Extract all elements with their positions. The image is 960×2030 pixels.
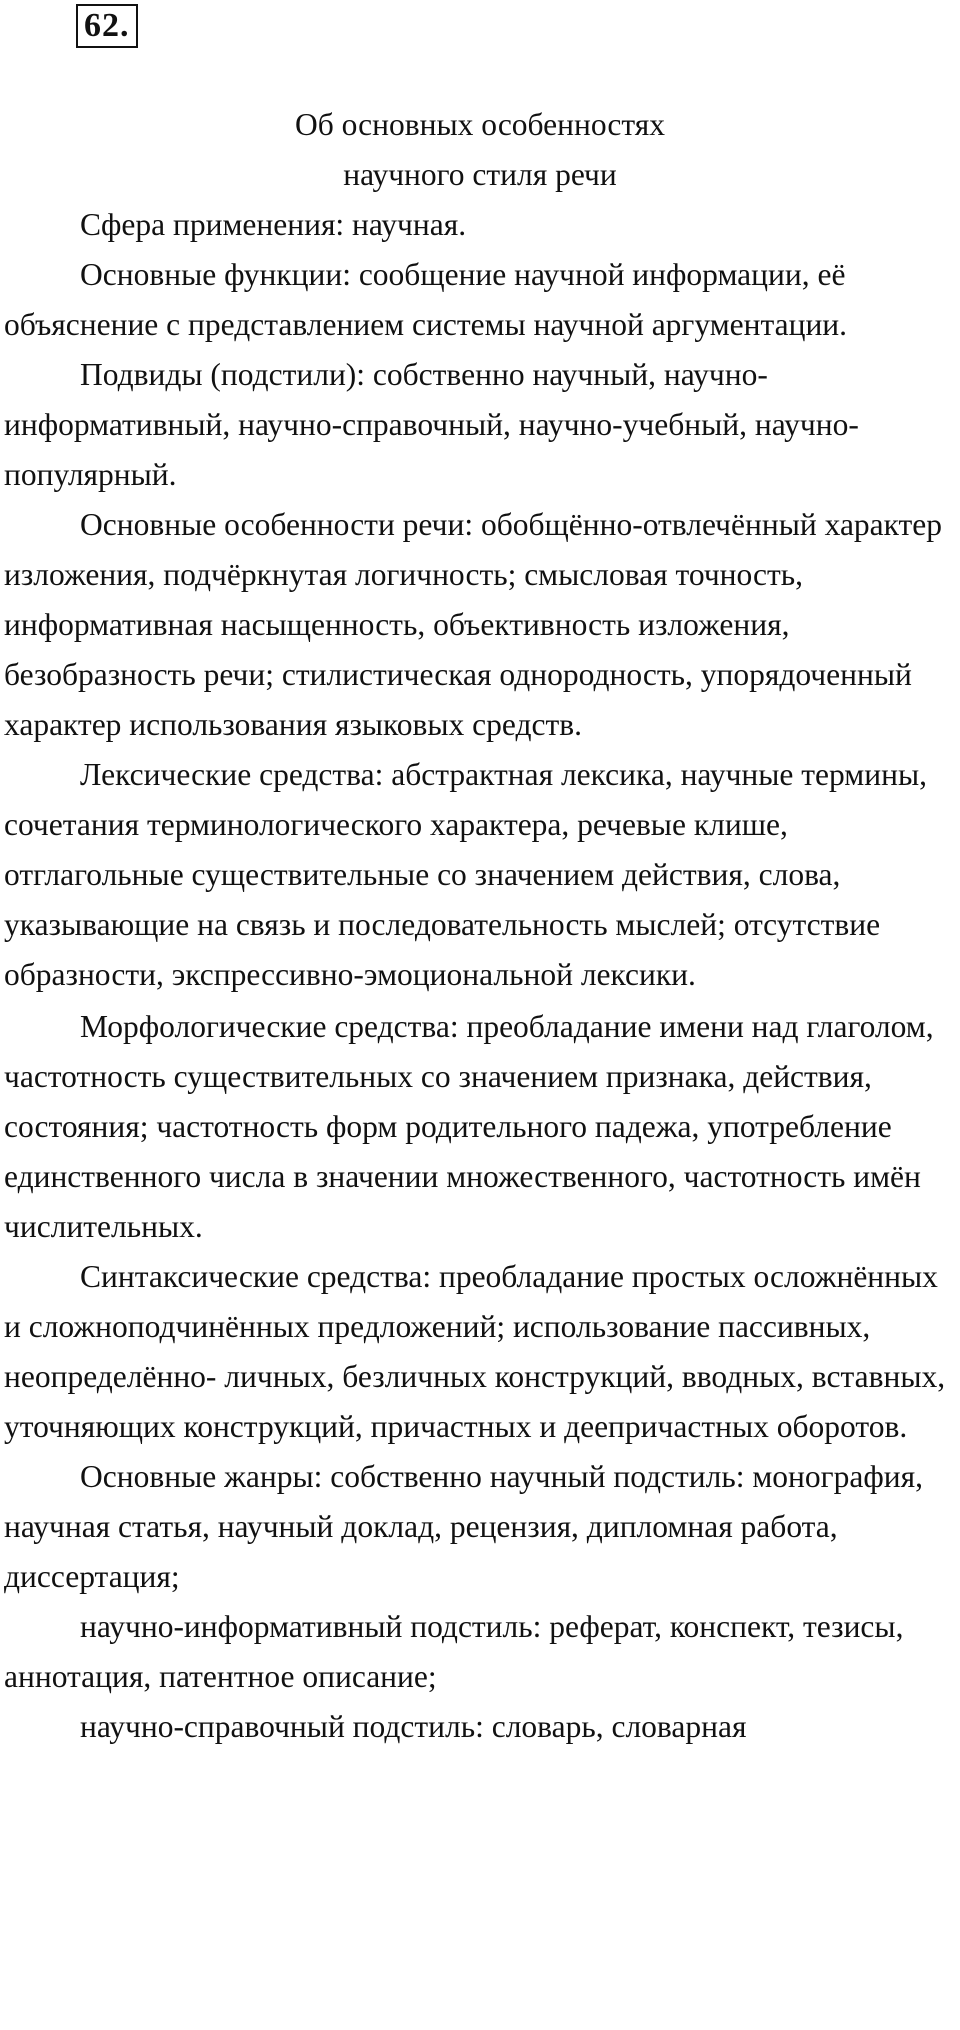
paragraph-informative-substyle: научно-информативный подстиль: реферат, конспект, тезисы, аннотация, патентное описание;	[4, 1609, 904, 1694]
paragraph-lexical: Лексические средства: абстрактная лексика, научные термины, сочетания терминологического характера, речевые клише, отглагольные существительные со значением действия, слова, указывающие на связь и последовательность мыслей; отсутствие образности, экспрессивно-эмоциональной лексики.	[4, 757, 927, 992]
paragraph-genres: Основные жанры: собственно научный подстиль: монография, научная статья, научный доклад, рецензия, дипломная работа, диссертация;	[4, 1459, 923, 1594]
heading-line-1: Об основных особенностях	[295, 107, 665, 142]
paragraph-functions: Основные функции: сообщение научной информации, её объяснение с представлением системы научной аргументации.	[4, 257, 848, 342]
paragraph-substyles: Подвиды (подстили): собственно научный, научно-информативный, научно-справочный, научно-учебный, научно-популярный.	[4, 357, 859, 492]
paragraph-syntactic: Синтаксические средства: преобладание простых осложнённых и сложноподчинённых предложений; использование пассивных, неопределённо- личных, безличных конструкций, вводных, вставных, уточняющих конструкций, причастных и деепричастных оборотов.	[4, 1259, 946, 1444]
document-body	[4, 100, 956, 1752]
heading-line-2: научного стиля речи	[343, 157, 617, 192]
exercise-number: 62.	[76, 4, 138, 48]
paragraph-sphere: Сфера применения: научная.	[80, 207, 467, 242]
document-heading	[4, 100, 956, 200]
paragraph-morphological: Морфологические средства: преобладание имени над глаголом, частотность существительных со значением признака, действия, состояния; частотность форм родительного падежа, употребление единственного числа в значении множественного, частотность имён числительных.	[4, 1009, 934, 1244]
paragraph-reference-substyle: научно-справочный подстиль: словарь, словарная	[80, 1709, 747, 1744]
paragraph-speech-features: Основные особенности речи: обобщённо-отвлечённый характер изложения, подчёркнутая логичность; смысловая точность, информативная насыщенность, объективность изложения, безобразность речи; стилистическая однородность, упорядоченный характер использования языковых средств.	[4, 507, 943, 742]
